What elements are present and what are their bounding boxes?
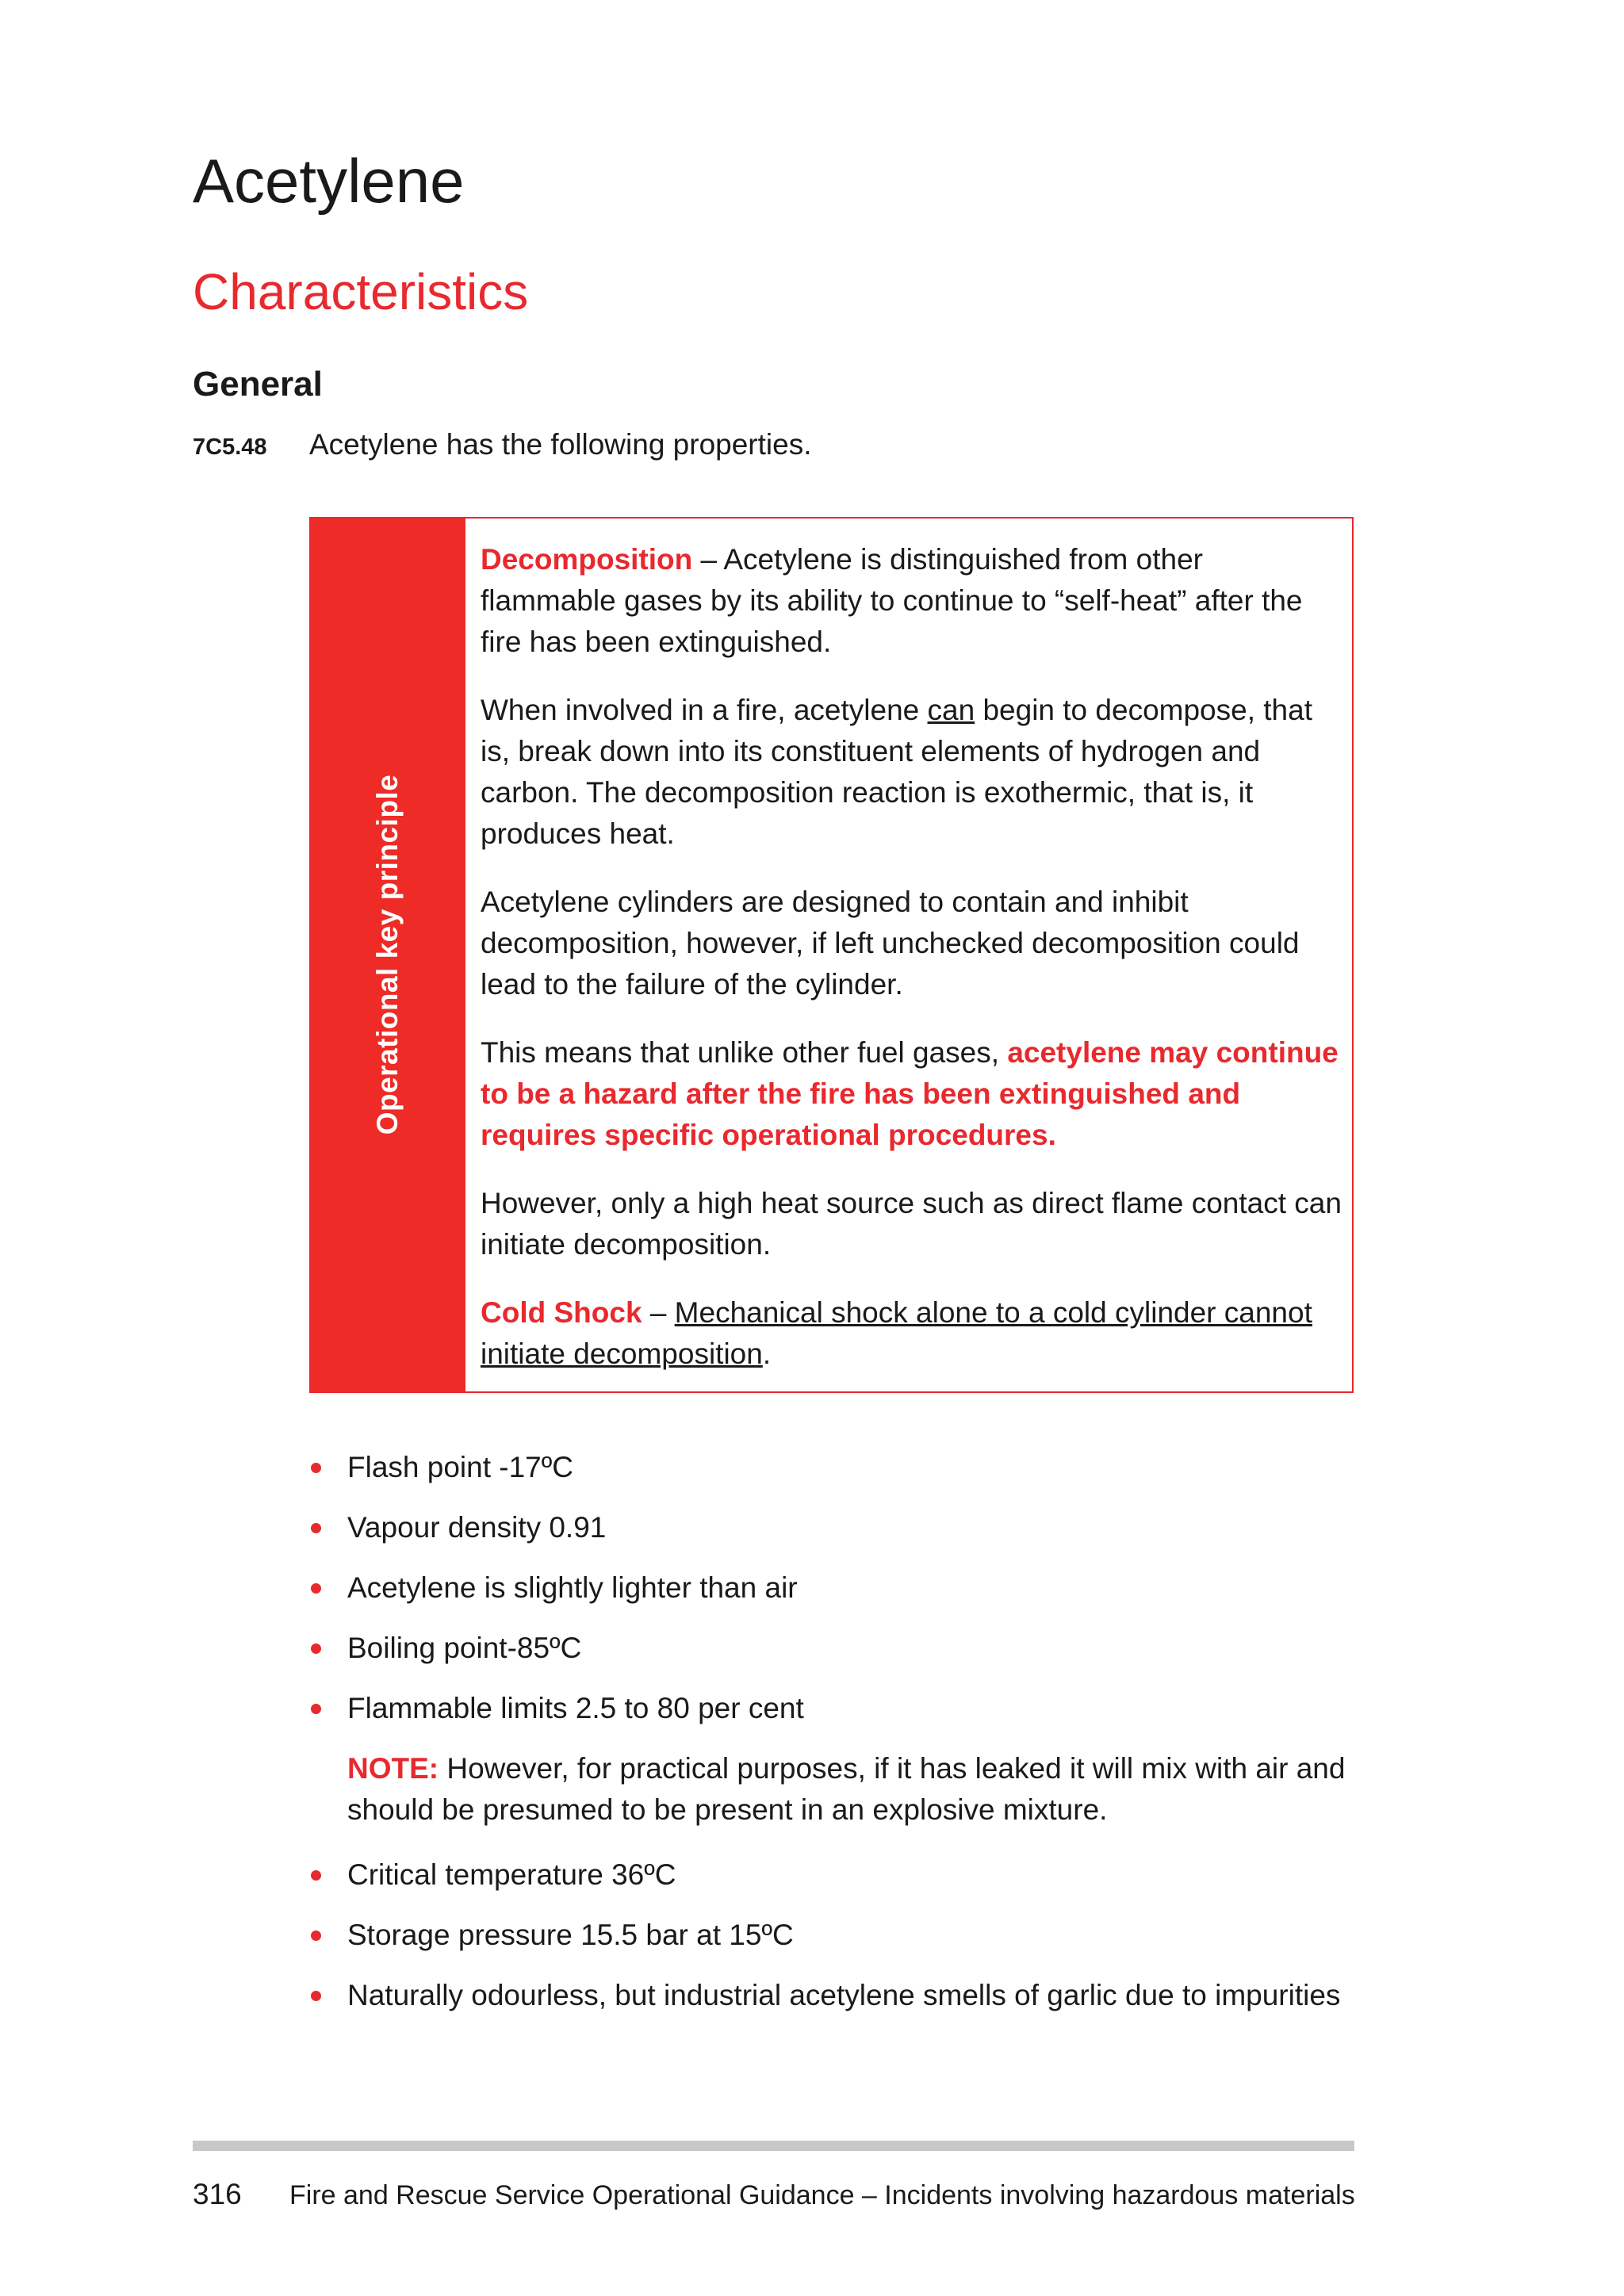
- key-principle-content: [481, 539, 1345, 1375]
- heat-source-paragraph: However, only a high heat source such as direct flame contact can initiate decomposition.: [481, 1187, 1342, 1261]
- list-item: [309, 1447, 1372, 1488]
- bullet-icon: [311, 1870, 321, 1881]
- note-text: However, for practical purposes, if it has leaked it will mix with air and should be presumed to be present in an explosive mixture.: [347, 1752, 1346, 1826]
- footer-rule: [193, 2141, 1354, 2151]
- list-item-text: Naturally odourless, but industrial acetylene smells of garlic due to impurities: [347, 1979, 1341, 2011]
- decomposition-term: Decomposition: [481, 543, 693, 576]
- fire-involvement-text-end: begin to decompose, that is, break down into its constituent elements of hydrogen and carbon. The decomposition reaction is exothermic, that is, it produces heat.: [481, 694, 1312, 850]
- cold-shock-dash: –: [642, 1296, 675, 1329]
- cylinder-design-paragraph: Acetylene cylinders are designed to contain and inhibit decomposition, however, if left unchecked decomposition could lead to the failure of the cylinder.: [481, 886, 1300, 1001]
- note-label: NOTE:: [347, 1752, 439, 1785]
- bullet-icon: [311, 1704, 321, 1714]
- underlined-can: can: [927, 694, 975, 726]
- key-principle-label: Operational key principle: [371, 774, 404, 1135]
- list-item-text: Critical temperature 36ºC: [347, 1858, 676, 1891]
- page-title: Acetylene: [193, 146, 465, 216]
- list-item: [309, 1567, 1372, 1609]
- bullet-icon: [311, 1463, 321, 1473]
- hazard-paragraph: [481, 1032, 1345, 1156]
- cold-shock-paragraph: [481, 1292, 1345, 1375]
- list-item: [309, 1507, 1372, 1548]
- list-item-text: Vapour density 0.91: [347, 1511, 607, 1544]
- subsection-heading: General: [193, 365, 323, 404]
- note: [309, 1748, 1372, 1831]
- fire-involvement-text-start: When involved in a fire, acetylene: [481, 694, 928, 726]
- key-principle-band: [311, 519, 465, 1391]
- cold-shock-period: .: [762, 1337, 772, 1370]
- paragraph-text: Acetylene has the following properties.: [309, 428, 812, 461]
- list-item: [309, 1915, 1372, 1956]
- list-item-text: Storage pressure 15.5 bar at 15ºC: [347, 1919, 794, 1951]
- bullet-icon: [311, 1583, 321, 1594]
- list-item-text: Flash point -17ºC: [347, 1451, 573, 1483]
- decomposition-paragraph: [481, 539, 1345, 663]
- list-item: [309, 1688, 1372, 1729]
- page-number: 316: [193, 2178, 242, 2210]
- bullet-icon: [311, 1523, 321, 1533]
- section-heading: Characteristics: [193, 263, 529, 320]
- list-item-text: Boiling point-85ºC: [347, 1632, 582, 1664]
- key-principle-box: [309, 517, 1354, 1393]
- bullet-icon: [311, 1991, 321, 2001]
- paragraph-number: 7C5.48: [193, 434, 267, 460]
- list-item-text: Flammable limits 2.5 to 80 per cent: [347, 1692, 804, 1724]
- bullet-icon: [311, 1644, 321, 1654]
- list-item-text: Acetylene is slightly lighter than air: [347, 1571, 798, 1604]
- list-item: [309, 1628, 1372, 1669]
- properties-list: [309, 1447, 1372, 2035]
- hazard-emphasis: acetylene may continue to be a hazard after the fire has been extinguished and requires specific operational procedures.: [481, 1036, 1339, 1151]
- cold-shock-term: Cold Shock: [481, 1296, 642, 1329]
- cold-shock-underlined: Mechanical shock alone to a cold cylinder cannot initiate decomposition: [481, 1296, 1312, 1370]
- fire-involvement-paragraph: [481, 690, 1345, 855]
- decomposition-text: – Acetylene is distinguished from other flammable gases by its ability to continue to “self-heat” after the fire has been extinguished.: [481, 543, 1303, 658]
- hazard-text: This means that unlike other fuel gases,: [481, 1036, 1008, 1069]
- bullet-icon: [311, 1931, 321, 1941]
- list-item: [309, 1975, 1372, 2016]
- list-item: [309, 1854, 1372, 1896]
- footer-title: Fire and Rescue Service Operational Guidance – Incidents involving hazardous materials: [289, 2180, 1355, 2210]
